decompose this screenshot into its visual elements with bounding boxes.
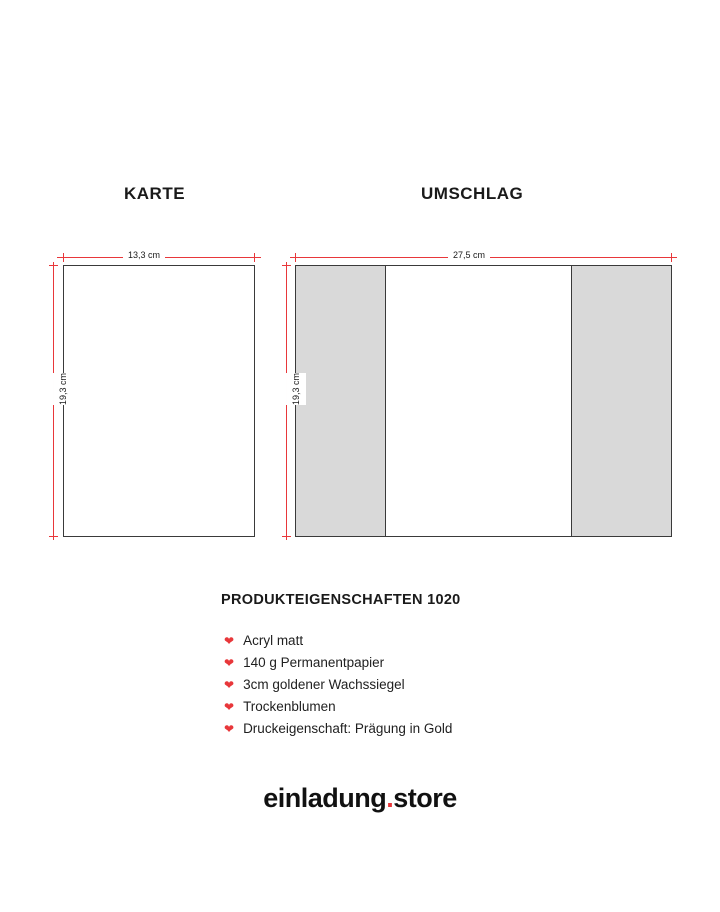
umschlag-left-flap [296,266,386,536]
list-item [224,633,452,648]
list-item-label: Trockenblumen [243,699,336,714]
umschlag-shape [295,265,672,537]
list-item [224,655,452,670]
umschlag-width-dimension [290,250,677,260]
dimension-tick [49,536,58,537]
logo-dot: . [386,783,394,813]
dimension-tick [282,265,291,266]
karte-width-label: 13,3 cm [123,250,165,260]
heart-icon: ❤ [224,722,235,736]
brand-logo [0,783,720,814]
umschlag-width-label: 27,5 cm [448,250,490,260]
list-item-label: 3cm goldener Wachssiegel [243,677,405,692]
list-item [224,721,452,736]
heart-icon: ❤ [224,678,235,692]
karte-title: KARTE [124,184,186,203]
karte-height-label: 19,3 cm [53,373,73,405]
karte-height-dimension [53,262,69,540]
list-item [224,677,452,692]
dimension-tick [49,265,58,266]
heart-icon: ❤ [224,656,235,670]
dimension-tick [63,253,64,262]
umschlag-title: UMSCHLAG [421,184,524,203]
list-item [224,699,452,714]
logo-main-text: einladung [263,783,387,813]
karte-width-dimension [57,250,261,260]
heart-icon: ❤ [224,634,235,648]
umschlag-right-flap [571,266,671,536]
list-item-label: 140 g Permanentpapier [243,655,385,670]
umschlag-height-label: 19,3 cm [286,373,306,405]
list-item-label: Druckeigenschaft: Prägung in Gold [243,721,453,736]
umschlag-height-dimension [286,262,302,540]
dimension-tick [295,253,296,262]
dimension-tick [282,536,291,537]
product-properties-list [224,633,452,743]
karte-shape [63,265,255,537]
heart-icon: ❤ [224,700,235,714]
dimension-tick [254,253,255,262]
product-properties-title: PRODUKTEIGENSCHAFTEN 1020 [221,592,461,608]
dimension-tick [671,253,672,262]
logo-suffix-text: store [393,783,457,813]
list-item-label: Acryl matt [243,633,304,648]
